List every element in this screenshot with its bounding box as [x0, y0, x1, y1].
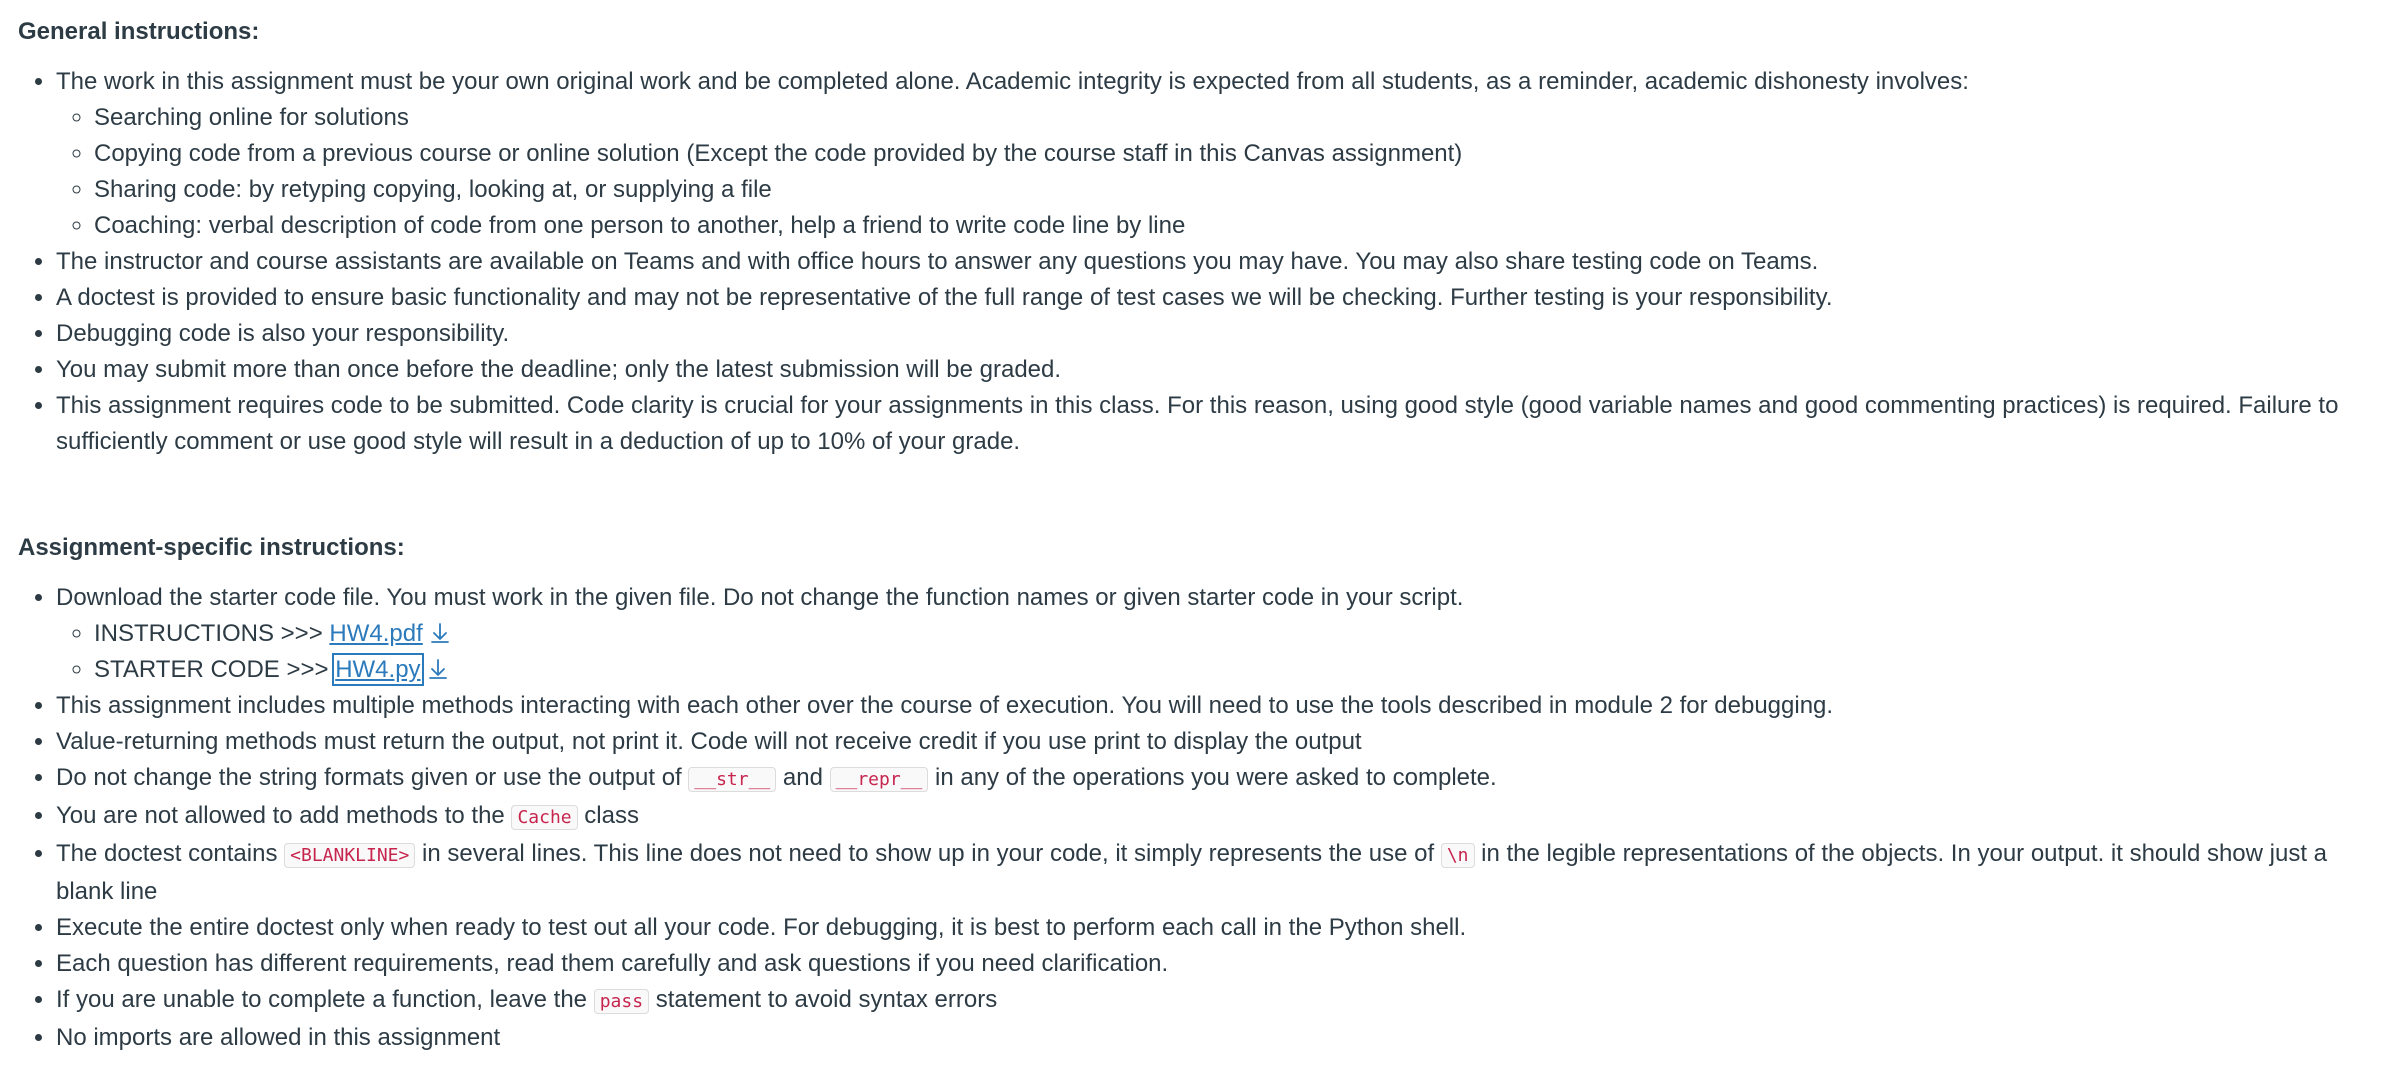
list-item — [56, 64, 2358, 244]
cache-text-before: You are not allowed to add methods to the — [56, 802, 512, 829]
integrity-text: The work in this assignment must be your own original work and be completed alone. Academic integrity is expected from all students, as a reminder, academic dishonesty involves: — [56, 68, 1969, 95]
sub-list-item: ◦ Copying code from a previous course or online solution (Except the code provided by the course staff in this Canvas assignment) — [94, 136, 2358, 172]
list-item: • The instructor and course assistants are available on Teams and with office hours to answer any questions you may have. You may also share testing code on Teams. — [56, 244, 2358, 280]
list-item — [56, 580, 2358, 688]
list-item: • Debugging code is also your responsibility. — [56, 316, 2358, 352]
list-item: • This assignment includes multiple methods interacting with each other over the course of execution. You will need to use the tools described in module 2 for debugging. — [56, 688, 2358, 724]
general-instructions-heading: General instructions: — [18, 18, 260, 45]
sub-list-item: ◦ Coaching: verbal description of code from one person to another, help a friend to write code line by line — [94, 208, 2358, 244]
code-blankline: <BLANKLINE> — [284, 843, 415, 868]
list-item: • You may submit more than once before the deadline; only the latest submission will be graded. — [56, 352, 2358, 388]
list-item: • Execute the entire doctest only when ready to test out all your code. For debugging, it is best to perform each call in the Python shell. — [56, 910, 2358, 946]
sub-list-item: ◦ Searching online for solutions — [94, 100, 2358, 136]
specific-instructions-heading: Assignment-specific instructions: — [18, 534, 405, 561]
list-item: • This assignment requires code to be submitted. Code clarity is crucial for your assignments in this class. For this reason, using good style (good variable names and good commenting practices) is required. Failure to sufficiently comment or use good style will result in a deduction of up to 10% of your grade. — [56, 388, 2358, 460]
list-item: • Each question has different requirements, read them carefully and ask questions if you need clarification. — [56, 946, 2358, 982]
code-str: __str__ — [688, 767, 776, 792]
instructions-label: INSTRUCTIONS >>> — [94, 620, 330, 647]
blankline-text-after: in the legible representations of the objects. In your output. it should show just a blank line — [56, 840, 2328, 905]
download-text: Download the starter code file. You must work in the given file. Do not change the function names or given starter code in your script. — [56, 584, 1464, 611]
blankline-text-mid: in several lines. This line does not need to show up in your code, it simply represents the use of — [415, 840, 1441, 867]
pass-text-after: statement to avoid syntax errors — [649, 986, 998, 1013]
sub-list-item: ◦ Sharing code: by retyping copying, looking at, or supplying a file — [94, 172, 2358, 208]
sub-list-item — [94, 652, 2358, 688]
download-icon[interactable] — [429, 619, 451, 641]
list-item — [56, 982, 2358, 1020]
download-sublist — [56, 616, 2358, 688]
code-newline: \n — [1441, 843, 1475, 868]
instructions-pdf-link[interactable]: HW4.pdf — [329, 620, 423, 647]
formats-text-before: Do not change the string formats given or use the output of — [56, 764, 689, 791]
list-item: • Value-returning methods must return the output, not print it. Code will not receive credit if you use print to display the output — [56, 724, 2358, 760]
cache-text-after: class — [577, 802, 639, 829]
list-item — [56, 836, 2358, 910]
formats-text-mid: and — [776, 764, 830, 791]
dishonesty-sublist — [56, 100, 2358, 244]
blankline-text-before: The doctest contains — [56, 840, 285, 867]
list-item: • No imports are allowed in this assignment — [56, 1020, 2358, 1056]
list-item — [56, 760, 2358, 798]
code-repr: __repr__ — [830, 767, 929, 792]
download-icon[interactable] — [427, 655, 449, 677]
code-pass: pass — [594, 989, 649, 1014]
code-cache: Cache — [511, 805, 577, 830]
formats-text-after: in any of the operations you were asked to complete. — [928, 764, 1497, 791]
sub-list-item — [94, 616, 2358, 652]
general-instructions-list — [18, 64, 2358, 460]
starter-code-label: STARTER CODE >>> — [94, 656, 336, 683]
specific-instructions-list — [18, 580, 2358, 1056]
list-item — [56, 798, 2358, 836]
pass-text-before: If you are unable to complete a function, leave the — [56, 986, 594, 1013]
starter-code-link[interactable]: HW4.py — [335, 656, 421, 683]
list-item: • A doctest is provided to ensure basic functionality and may not be representative of the full range of test cases we will be checking. Further testing is your responsibility. — [56, 280, 2358, 316]
